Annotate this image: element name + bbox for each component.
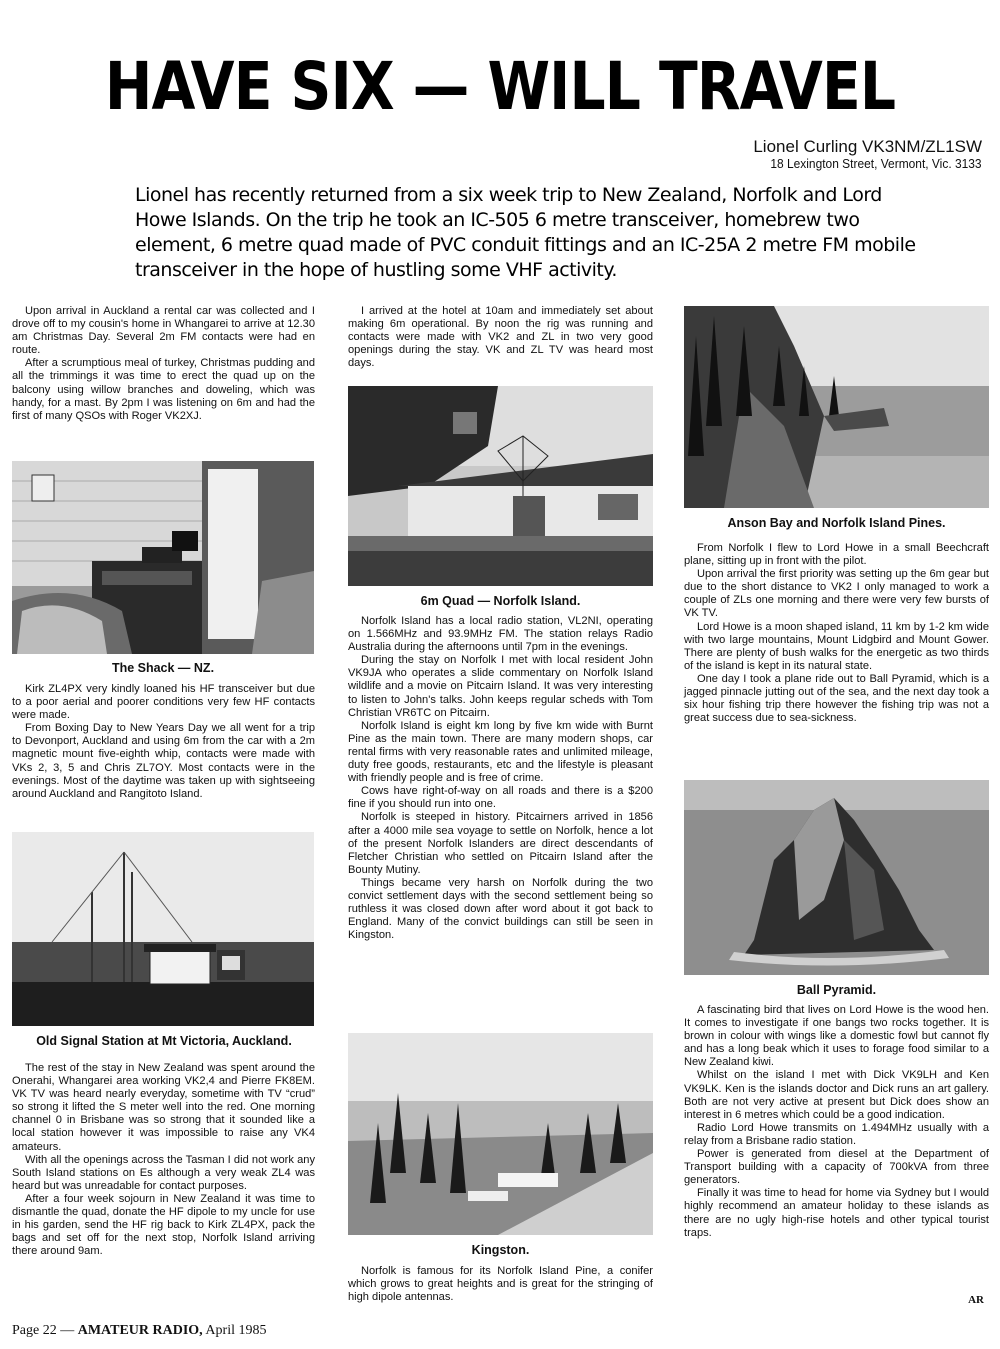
- paragraph: One day I took a plane ride out to Ball Pyramid, which is a jagged pinnacle jutting out of the sea, and the next day took a six hour fishing trip there however the fishing trip was not a great success due to sea-sickness.: [684, 672, 989, 725]
- paragraph: Whilst on the island I met with Dick VK9LH and Ken VK9LK. Ken is the islands doctor and Dick runs an art gallery. Both are not very active at present but Dick does show an interest in 6 metres which could be a good indication.: [684, 1069, 989, 1121]
- paragraph: Things became very harsh on Norfolk during the two convict settlement days with the second settlement being so ruthless it was closed down after word about it got back to England. Many of the convict buildings can still be seen in Kingston.: [348, 876, 653, 942]
- quad-photo: [348, 386, 653, 586]
- paragraph: Radio Lord Howe transmits on 1.494MHz usually with a relay from a Brisbane radio station.: [684, 1121, 989, 1147]
- column-2-bottom: [348, 1265, 653, 1304]
- lede-paragraph: Lionel has recently returned from a six week trip to New Zealand, Norfolk and Lord Howe Islands. On the trip he took an IC-505 6 metre transceiver, homebrew two element, 6 metre quad made of PVC conduit fittings and an IC-25A 2 metre FM mobile transceiver in the hope of hustling some VHF activity.: [135, 184, 916, 281]
- paragraph: Norfolk Island has a local radio station, VL2NI, operating on 1.566MHz and 93.9MHz FM. The station relays Radio Australia during the afternoons until 7pm in the evenings.: [348, 615, 653, 654]
- byline: [752, 137, 982, 171]
- caption-signal-station: Old Signal Station at Mt Victoria, Auckland.: [36, 1034, 292, 1048]
- paragraph: After a scrumptious meal of turkey, Christmas pudding and all the trimmings it was time to erect the quad up on the balcony using willow branches and doweling, which was handy, for a mast. By 2pm I was listening on 6m and had the first of many QSOs with Roger VK2XJ.: [12, 357, 315, 422]
- paragraph: Lord Howe is a moon shaped island, 11 km by 1-2 km wide with two large mountains, Mount Lidgbird and Mount Gower. There are plenty of bush walks for the energetic as two thirds of the island is kept in its natural state.: [684, 620, 989, 672]
- page-number: Page 22 —: [12, 1323, 75, 1338]
- end-mark: AR: [968, 1294, 984, 1306]
- caption-kingston: Kingston.: [471, 1243, 530, 1257]
- caption-anson-bay: Anson Bay and Norfolk Island Pines.: [727, 516, 946, 530]
- anson-bay-photo: [684, 306, 989, 508]
- column-3-top: [684, 542, 989, 725]
- column-1-bottom: [12, 1062, 315, 1258]
- paragraph: Upon arrival the first priority was setting up the 6m gear but due to the short distance to VK2 I only managed to work a couple of ZLs one morning and there were very few bursts of VK TV.: [684, 568, 989, 620]
- shack-photo: [12, 461, 314, 654]
- caption-ball-pyramid: Ball Pyramid.: [796, 983, 877, 997]
- paragraph: During the stay on Norfolk I met with local resident John VK9JA who operates a slide commentary on Norfolk Island wildlife and a movie on Pitcairn Island. It was very interesting to listen to John's talks. John keeps regular scheds with Tom Christian VR6TC on Pitcairn.: [348, 654, 653, 719]
- paragraph: Finally it was time to head for home via Sydney but I would highly recommend an amateur holiday to these islands as there are no ugly high-rise hotels and other typical tourist traps.: [684, 1187, 989, 1239]
- kingston-photo: [348, 1033, 653, 1235]
- caption-quad: 6m Quad — Norfolk Island.: [420, 594, 581, 608]
- magazine-name: AMATEUR RADIO,: [77, 1323, 203, 1338]
- paragraph: Norfolk is famous for its Norfolk Island Pine, a conifer which grows to great heights and is great for the stringing of high dipole antennas.: [348, 1265, 653, 1304]
- paragraph: With all the openings across the Tasman I did not work any South Island stations on Es although a very weak ZL4 was heard but was unreadable for contact purposes.: [12, 1153, 315, 1192]
- paragraph: Upon arrival in Auckland a rental car was collected and I drove off to my cousin's home in Whangarei to arrive at 12.30 am Christmas Day. Several 2m FM contacts were had en route.: [12, 305, 315, 357]
- column-3-bottom: [684, 1004, 989, 1240]
- column-2-middle: [348, 615, 653, 942]
- paragraph: Power is generated from diesel at the Department of Transport building with a capacity of 700kVA from three generators.: [684, 1148, 989, 1187]
- column-2-top: [348, 305, 653, 370]
- paragraph: Norfolk is steeped in history. Pitcairners arrived in 1856 after a 4000 mile sea voyage to settle on Norfolk, hence a lot of the present Norfolk Islanders are direct descendants of Fletcher Christian who settled on Pitcairn Island after the Bounty Mutiny.: [348, 811, 653, 876]
- issue-date: April 1985: [205, 1323, 267, 1338]
- paragraph: From Boxing Day to New Years Day we all went for a trip to Devonport, Auckland and using 6m from the car with a 2m magnetic mount five-eighth whip, contacts were made with VKs 2, 3, 5 and Chris ZL7OY. Most contacts were in the evenings. Most of the daytime was taken up with sightseeing around Auckland and Rangitoto Island.: [12, 722, 315, 800]
- column-1-middle: [12, 683, 315, 801]
- column-1-top: [12, 305, 315, 423]
- signal-station-photo: [12, 832, 314, 1026]
- author-address: 18 Lexington Street, Vermont, Vic. 3133: [770, 156, 982, 171]
- paragraph: A fascinating bird that lives on Lord Howe is the wood hen. It comes to investigate if one bangs two rocks together. It is brown in colour with wings like a domestic fowl but cannot fly and has a long beak which it uses to forage food similar to a New Zealand kiwi.: [684, 1004, 989, 1069]
- paragraph: Kirk ZL4PX very kindly loaned his HF transceiver but due to a poor aerial and poorer conditions very few HF contacts were made.: [12, 683, 315, 722]
- page-footer: [12, 1323, 266, 1339]
- paragraph: From Norfolk I flew to Lord Howe in a small Beechcraft plane, sitting up in front with the pilot.: [684, 542, 989, 568]
- paragraph: Norfolk Island is eight km long by five km wide with Burnt Pine as the main town. There are many modern shops, car rental firms with very reasonable rates and unlimited mileage, duty free goods, restaurants, etc and the lifestyle is pleasant with friendly people and is free of crime.: [348, 719, 653, 785]
- paragraph: I arrived at the hotel at 10am and immediately set about making 6m operational. By noon the rig was running and contacts were made with VK2 and ZL in two very good openings during the stay. VK and ZL TV was heard most days.: [348, 305, 653, 370]
- paragraph: After a four week sojourn in New Zealand it was time to dismantle the quad, donate the HF dipole to my uncle for use in his garden, send the HF rig back to Kirk ZL4PX, pack the bags and set off for the next stop, Norfolk Island arriving there around 9am.: [12, 1192, 315, 1258]
- paragraph: Cows have right-of-way on all roads and there is a $200 fine if you should run into one.: [348, 785, 653, 811]
- article-title: HAVE SIX — WILL TRAVEL: [104, 48, 896, 125]
- paragraph: The rest of the stay in New Zealand was spent around the Onerahi, Whangarei area working VK2,4 and Pierre FK8EM. VK TV was heard nearly everyday, sometime with TV “crud” so strong it lifted the S meter well into the red. One morning channel 0 in Brisbane was so strong that it sounded like a local station however it was impossible to raise any VK4 amateurs.: [12, 1062, 315, 1153]
- ball-pyramid-photo: [684, 780, 989, 975]
- author-name: Lionel Curling VK3NM/ZL1SW: [753, 137, 982, 156]
- caption-shack: The Shack — NZ.: [111, 661, 215, 675]
